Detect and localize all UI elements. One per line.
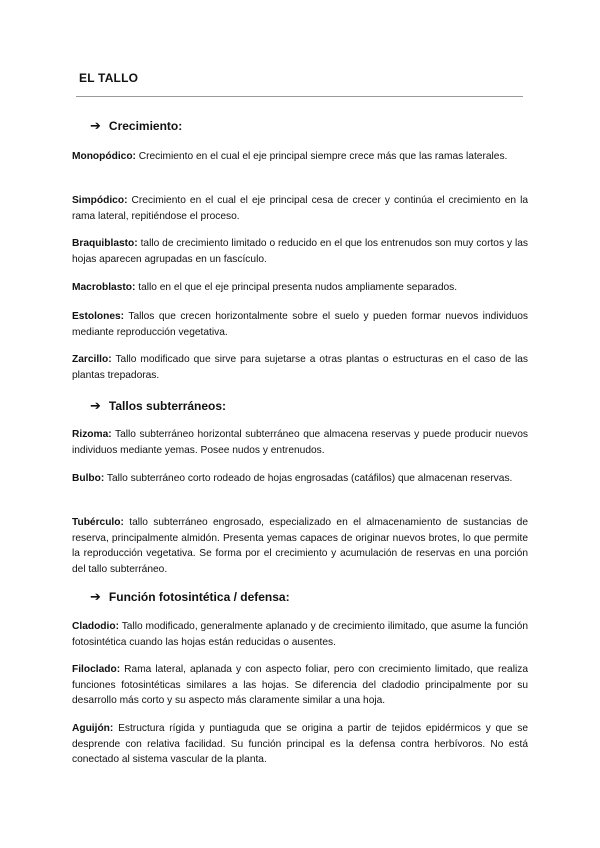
- section-heading-tallos-subterraneos: [90, 398, 226, 414]
- definition-text: Tallos que crecen horizontalmente sobre el suelo y pueden formar nuevos individuos mediante reproducción vegetativa.: [72, 311, 528, 338]
- definition-term: Cladodio:: [72, 621, 119, 632]
- definition-text: tallo subterráneo engrosado, especializado en el almacenamiento de sustancias de reserva, principalmente almidón. Presenta yemas capaces de originar nuevos brotes, lo que permite la reproducción vegetativa. Se forma por el crecimiento y acumulación de reservas en una porción del tallo subterráneo.: [72, 517, 528, 575]
- definition-aguijon: [72, 721, 528, 768]
- definition-text: Estructura rígida y puntiaguda que se origina a partir de tejidos epidérmicos y que se desprende con relativa facilidad. Su función principal es la defensa contra herbívoros. No está conectado al sistema vascular de la planta.: [72, 723, 528, 765]
- definition-text: Crecimiento en el cual el eje principal cesa de crecer y continúa el crecimiento en la rama lateral, repitiéndose el proceso.: [72, 195, 528, 222]
- page-title: EL TALLO: [79, 71, 139, 85]
- right-arrow-icon: ➔: [90, 589, 101, 604]
- definition-braquiblasto: [72, 236, 528, 267]
- definition-term: Simpódico:: [72, 195, 128, 206]
- definition-term: Aguijón:: [72, 723, 114, 734]
- title-divider: [76, 96, 523, 97]
- right-arrow-icon: ➔: [90, 118, 101, 133]
- definition-zarcillo: [72, 352, 528, 383]
- definition-simpodico: [72, 193, 528, 224]
- definition-text: Crecimiento en el cual el eje principal siempre crece más que las ramas laterales.: [135, 151, 508, 162]
- definition-text: Tallo subterráneo corto rodeado de hojas engrosadas (catáfilos) que almacenan reservas.: [104, 473, 513, 484]
- section-heading-crecimiento: [90, 118, 182, 134]
- definition-bulbo: [72, 471, 528, 487]
- definition-term: Bulbo:: [72, 473, 105, 484]
- section-heading-label: Crecimiento:: [108, 119, 183, 133]
- definition-term: Tubérculo:: [72, 517, 124, 528]
- definition-term: Filoclado:: [72, 664, 121, 675]
- definition-macroblasto: [72, 280, 528, 296]
- definition-term: Estolones:: [72, 311, 125, 322]
- definition-text: tallo de crecimiento limitado o reducido en el que los entrenudos son muy cortos y las hojas aparecen agrupadas en un fascículo.: [72, 238, 528, 265]
- definition-text: Tallo modificado que sirve para sujetarse a otras plantas o estructuras en el caso de las plantas trepadoras.: [72, 354, 528, 381]
- definition-tuberculo: [72, 515, 528, 577]
- definition-cladodio: [72, 619, 528, 650]
- definition-rizoma: [72, 427, 528, 458]
- definition-term: Braquiblasto:: [72, 238, 138, 249]
- definition-text: Tallo subterráneo horizontal subterráneo que almacena reservas y puede producir nuevos individuos mediante yemas. Posee nudos y entrenudos.: [72, 429, 528, 456]
- definition-text: Rama lateral, aplanada y con aspecto foliar, pero con crecimiento limitado, que realiza funciones fotosintéticas similares a las hojas. Se diferencia del cladodio principalmente por su desarrollo más corto y su aspecto más claramente similar a una hoja.: [72, 664, 528, 706]
- definition-estolones: [72, 309, 528, 340]
- definition-text: tallo en el que el eje principal presenta nudos ampliamente separados.: [135, 282, 458, 293]
- right-arrow-icon: ➔: [90, 398, 101, 413]
- definition-term: Rizoma:: [72, 429, 112, 440]
- definition-monopodico: [72, 149, 528, 165]
- section-heading-label: Tallos subterráneos:: [108, 399, 227, 413]
- definition-filoclado: [72, 662, 528, 709]
- definition-term: Monopódico:: [72, 151, 136, 162]
- definition-term: Macroblasto:: [72, 282, 136, 293]
- section-heading-funcion-fotosintetica: [90, 589, 290, 605]
- section-heading-label: Función fotosintética / defensa:: [108, 590, 290, 604]
- definition-term: Zarcillo:: [72, 354, 112, 365]
- definition-text: Tallo modificado, generalmente aplanado y de crecimiento ilimitado, que asume la función fotosintética cuando las hojas están reducidas o ausentes.: [72, 621, 528, 648]
